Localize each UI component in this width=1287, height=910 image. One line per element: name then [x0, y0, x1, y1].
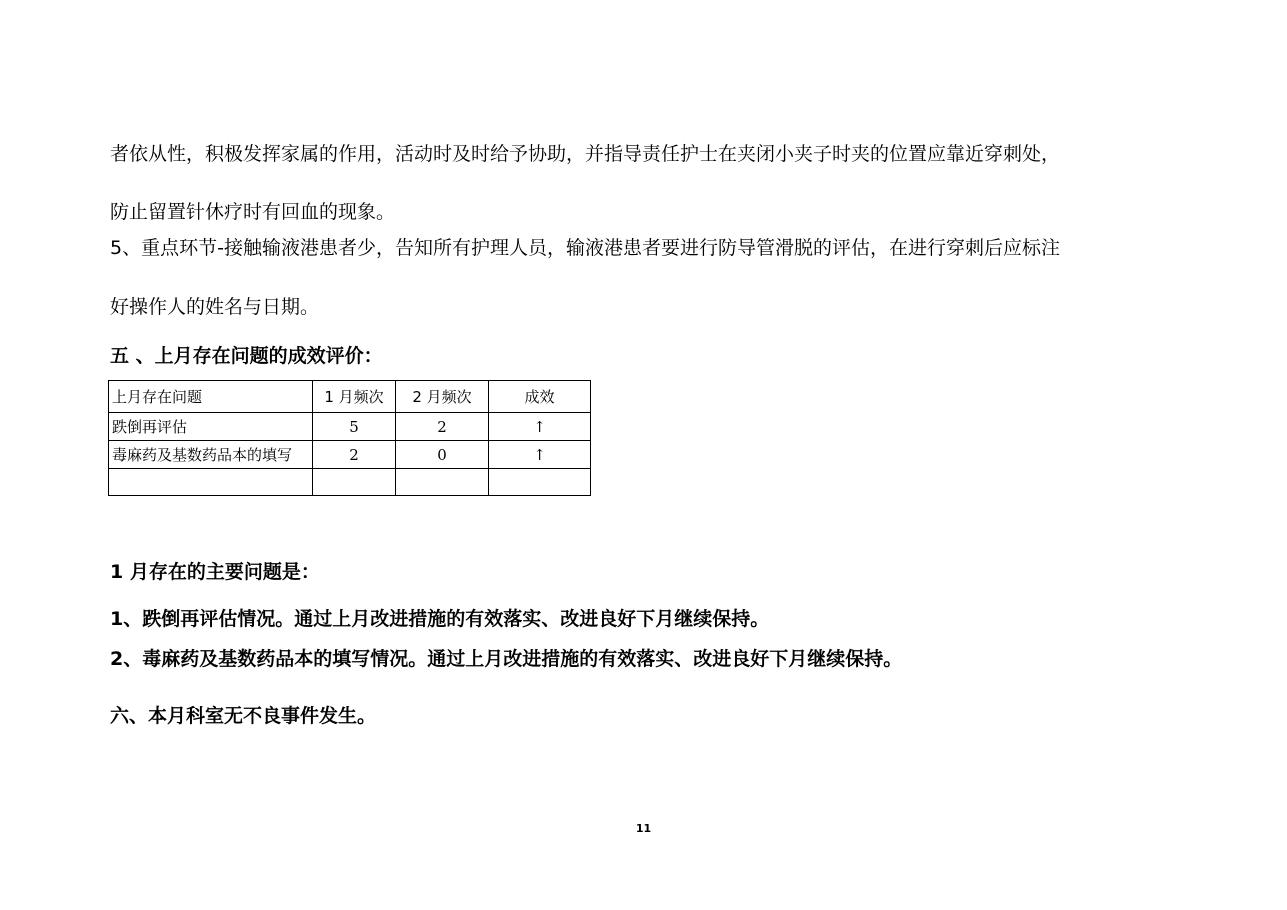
table-cell: 0	[396, 441, 489, 469]
table-row	[109, 413, 591, 441]
table-row	[109, 441, 591, 469]
paragraph-operator-name: 好操作人的姓名与日期。	[110, 296, 320, 318]
section-5-heading: 五 、上月存在问题的成效评价：	[110, 345, 383, 367]
table-cell	[396, 469, 489, 496]
issue-item: 1、跌倒再评估情况。通过上月改进措施的有效落实、改进良好下月继续保持。	[110, 608, 770, 630]
table-cell	[313, 469, 396, 496]
table-cell: 2	[396, 413, 489, 441]
section-6-heading: 六、本月科室无不良事件发生。	[110, 705, 377, 727]
table-cell: ↑	[489, 413, 591, 441]
table-cell: 毒麻药及基数药品本的填写	[109, 441, 313, 469]
table-header-cell: 2 月频次	[396, 381, 489, 413]
table-cell	[489, 469, 591, 496]
issues-heading: 1 月存在的主要问题是：	[110, 561, 320, 583]
table-header-cell: 成效	[489, 381, 591, 413]
issue-item: 2、毒麻药及基数药品本的填写情况。通过上月改进措施的有效落实、改进良好下月继续保持。	[110, 648, 903, 670]
table-cell: ↑	[489, 441, 591, 469]
table-cell: 5	[313, 413, 396, 441]
paragraph-compliance: 者依从性，积极发挥家属的作用，活动时及时给予协助，并指导责任护士在夹闭小夹子时夹的位置应靠近穿刺处，	[110, 143, 1061, 165]
table-header-cell: 1 月频次	[313, 381, 396, 413]
page-number: 11	[635, 822, 652, 835]
table-header-cell: 上月存在问题	[109, 381, 313, 413]
table-cell	[109, 469, 313, 496]
evaluation-table	[108, 380, 591, 496]
table-header-row	[109, 381, 591, 413]
paragraph-key-link: 5、重点环节-接触输液港患者少，告知所有护理人员，输液港患者要进行防导管滑脱的评估，在进行穿刺后应标注	[110, 237, 1060, 259]
table-row	[109, 469, 591, 496]
table-cell: 跌倒再评估	[109, 413, 313, 441]
table-cell: 2	[313, 441, 396, 469]
paragraph-prevent-backflow: 防止留置针休疗时有回血的现象。	[110, 201, 396, 223]
